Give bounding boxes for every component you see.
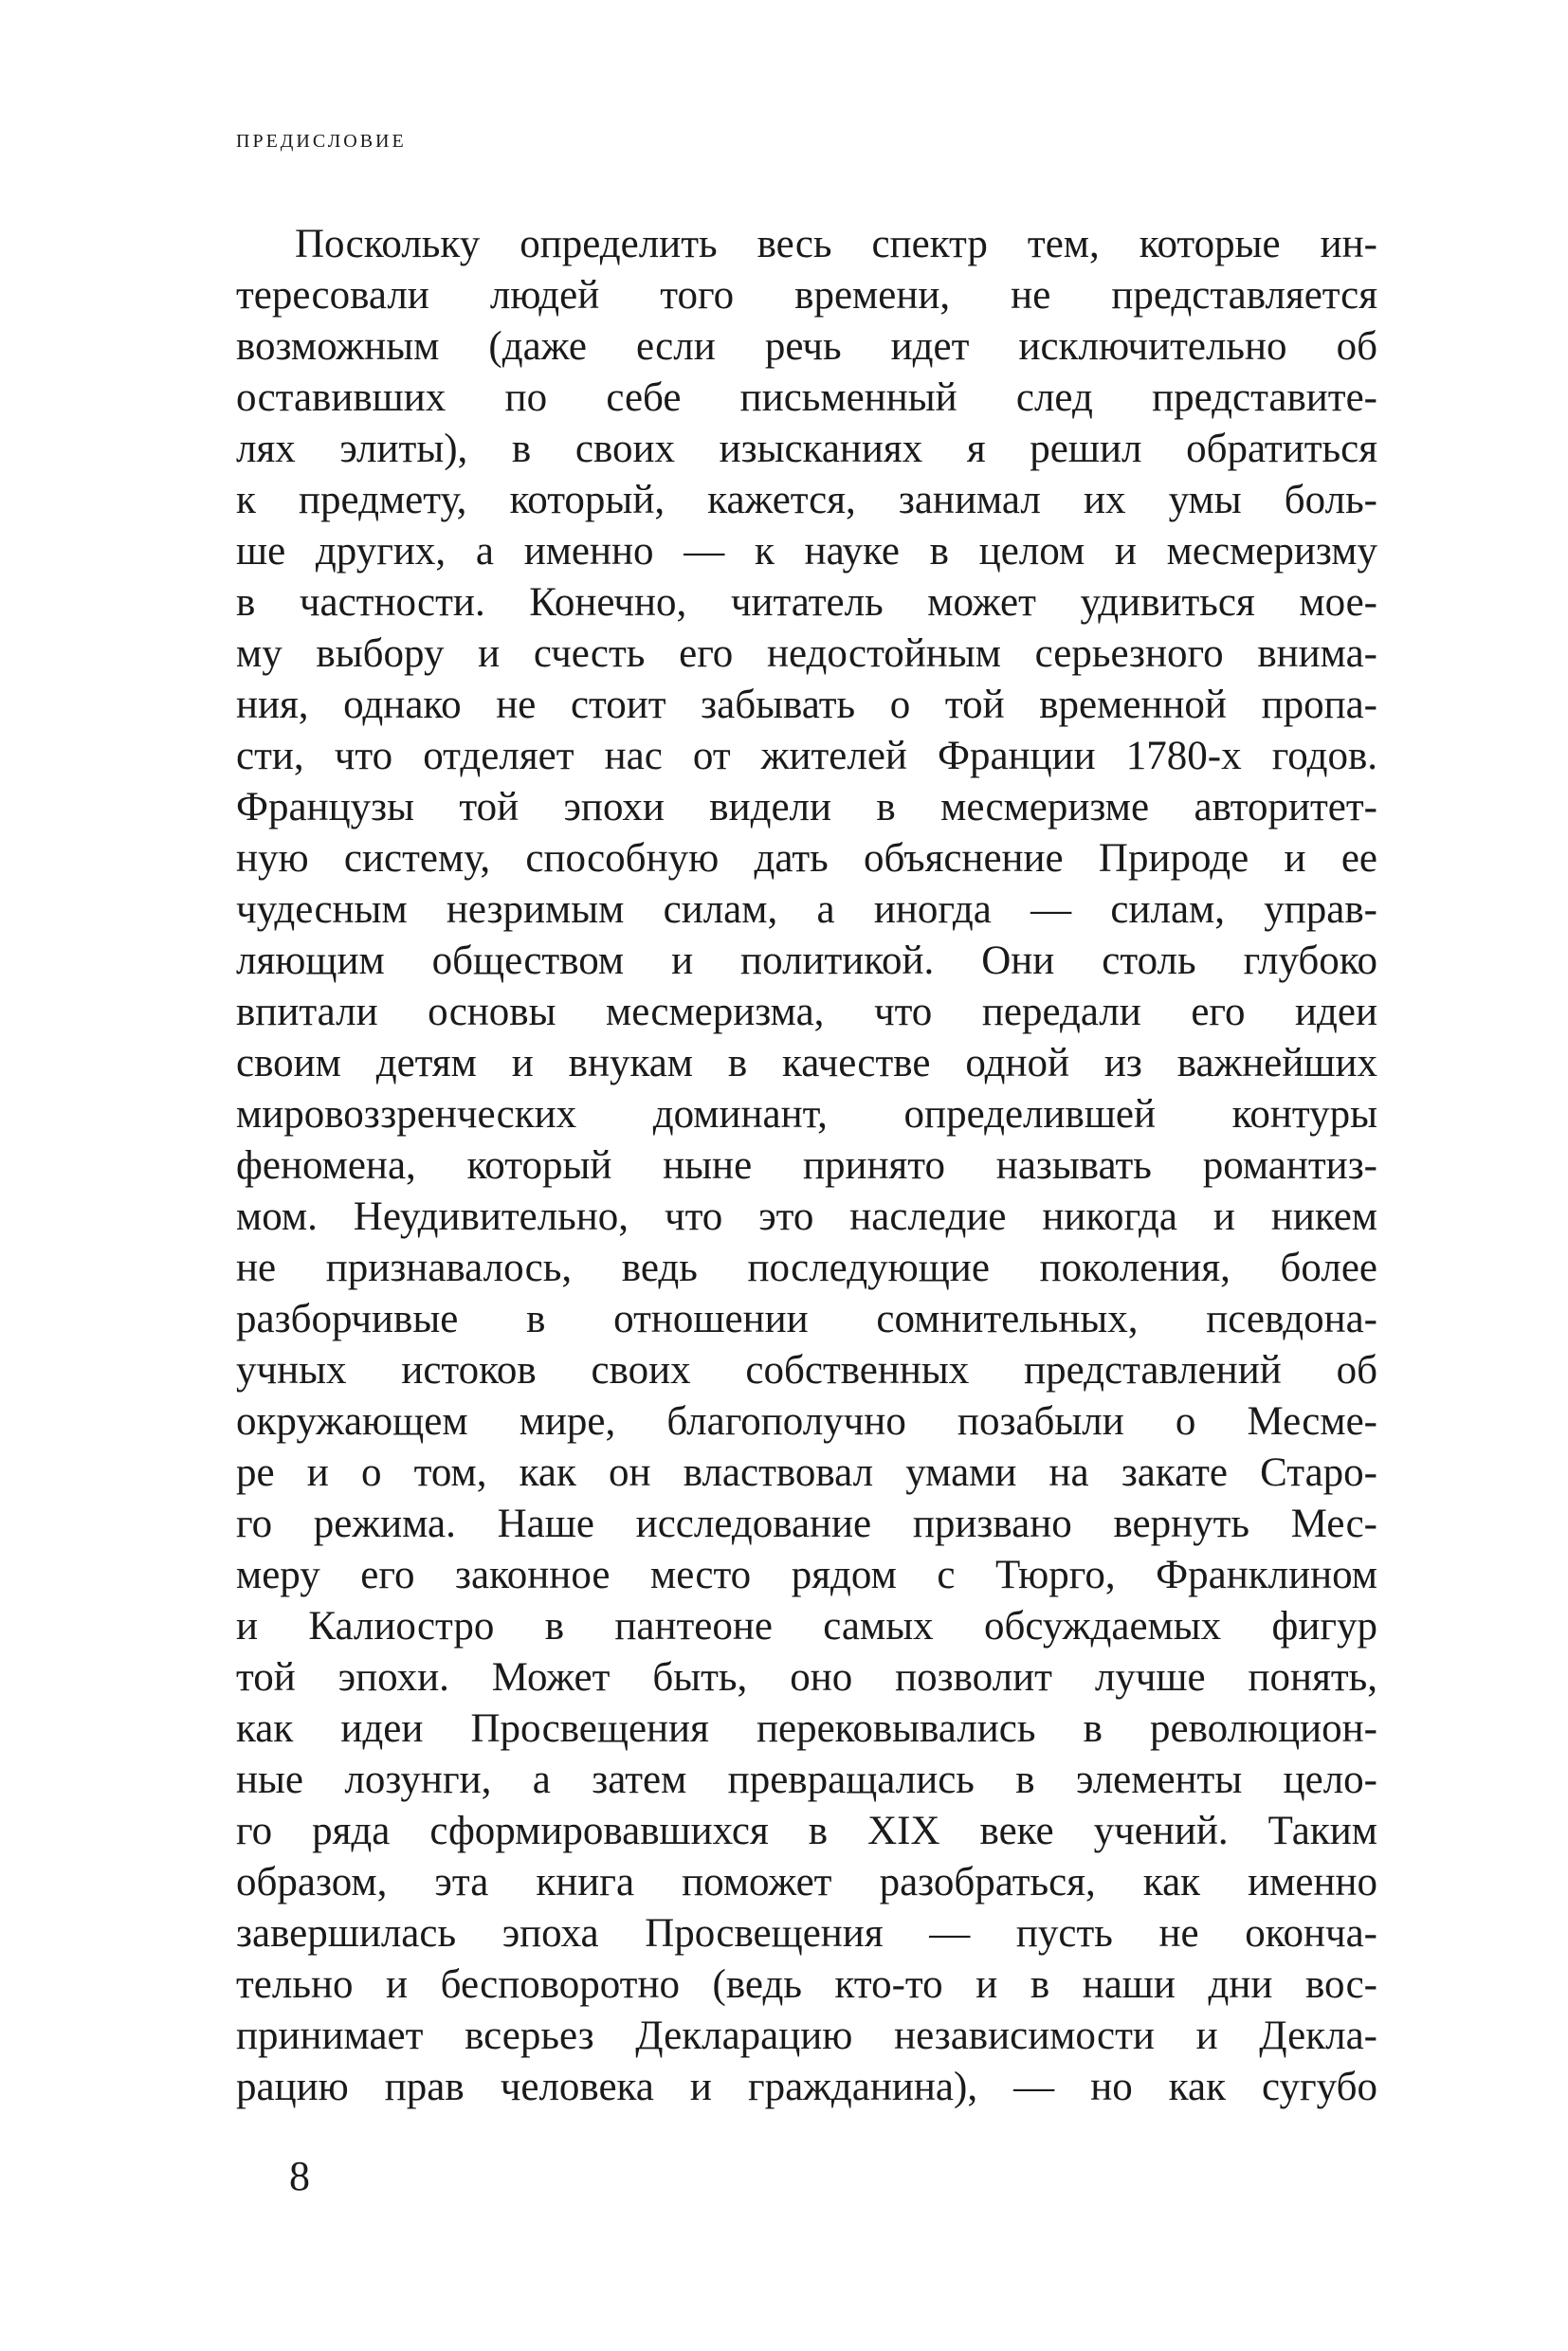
text-line: ляющим обществом и политикой. Они столь глубоко — [236, 939, 1377, 983]
text-line: чудесным незримым силам, а иногда — силам, управ- — [236, 887, 1377, 932]
body-text — [236, 219, 1377, 2113]
text-line: рацию прав человека и гражданина), — но как сугубо — [236, 2065, 1377, 2109]
text-line: учных истоков своих собственных представлений об — [236, 1348, 1377, 1393]
text-line: принимает всерьез Декларацию независимости и Декла- — [236, 2014, 1377, 2058]
text-line: Французы той эпохи видели в месмеризме авторитет- — [236, 785, 1377, 829]
text-line: го ряда сформировавшихся в XIX веке учений. Таким — [236, 1809, 1377, 1853]
page-number: 8 — [289, 2153, 310, 2199]
text-line: ше других, а именно — к науке в целом и месмеризму — [236, 529, 1377, 574]
text-line: своим детям и внукам в качестве одной из важнейших — [236, 1041, 1377, 1085]
running-header: ПРЕДИСЛОВИЕ — [236, 131, 407, 152]
text-line: разборчивые в отношении сомнительных, псевдона- — [236, 1297, 1377, 1341]
text-line: не признавалось, ведь последующие поколения, более — [236, 1246, 1377, 1290]
text-line: ную систему, способную дать объяснение Природе и ее — [236, 836, 1377, 881]
text-line: го режима. Наше исследование призвано вернуть Мес- — [236, 1502, 1377, 1546]
text-line: мировоззренческих доминант, определившей контуры — [236, 1092, 1377, 1137]
text-line: ния, однако не стоит забывать о той временной пропа- — [236, 683, 1377, 727]
text-line: му выбору и счесть его недостойным серьезного внима- — [236, 631, 1377, 676]
text-line: образом, эта книга поможет разобраться, как именно — [236, 1860, 1377, 1904]
text-line: тересовали людей того времени, не представляется — [236, 273, 1377, 318]
text-line: к предмету, который, кажется, занимал их умы боль- — [236, 478, 1377, 522]
text-line: сти, что отделяет нас от жителей Франции 1780-х годов. — [236, 734, 1377, 778]
text-line: в частности. Конечно, читатель может удивиться мое- — [236, 580, 1377, 625]
text-line: завершилась эпоха Просвещения — пусть не оконча- — [236, 1911, 1377, 1956]
text-line: лях элиты), в своих изысканиях я решил обратиться — [236, 427, 1377, 471]
text-line: ре и о том, как он властвовал умами на закате Старо- — [236, 1450, 1377, 1495]
text-line: ные лозунги, а затем превращались в элементы цело- — [236, 1758, 1377, 1802]
text-line: как идеи Просвещения перековывались в революцион- — [236, 1706, 1377, 1751]
text-line: Поскольку определить весь спектр тем, которые ин- — [295, 222, 1377, 266]
text-line: тельно и бесповоротно (ведь кто-то и в наши дни вос- — [236, 1962, 1377, 2007]
text-line: оставивших по себе письменный след представите- — [236, 375, 1377, 420]
text-line: впитали основы месмеризма, что передали его идеи — [236, 990, 1377, 1034]
text-line: и Калиостро в пантеоне самых обсуждаемых фигур — [236, 1604, 1377, 1649]
text-line: мом. Неудивительно, что это наследие никогда и никем — [236, 1194, 1377, 1239]
text-line: феномена, который ныне принято называть романтиз- — [236, 1143, 1377, 1188]
text-line: возможным (даже если речь идет исключительно об — [236, 324, 1377, 369]
text-line: той эпохи. Может быть, оно позволит лучше понять, — [236, 1655, 1377, 1700]
text-line: окружающем мире, благополучно позабыли о Месме- — [236, 1399, 1377, 1444]
text-line: меру его законное место рядом с Тюрго, Франклином — [236, 1553, 1377, 1597]
